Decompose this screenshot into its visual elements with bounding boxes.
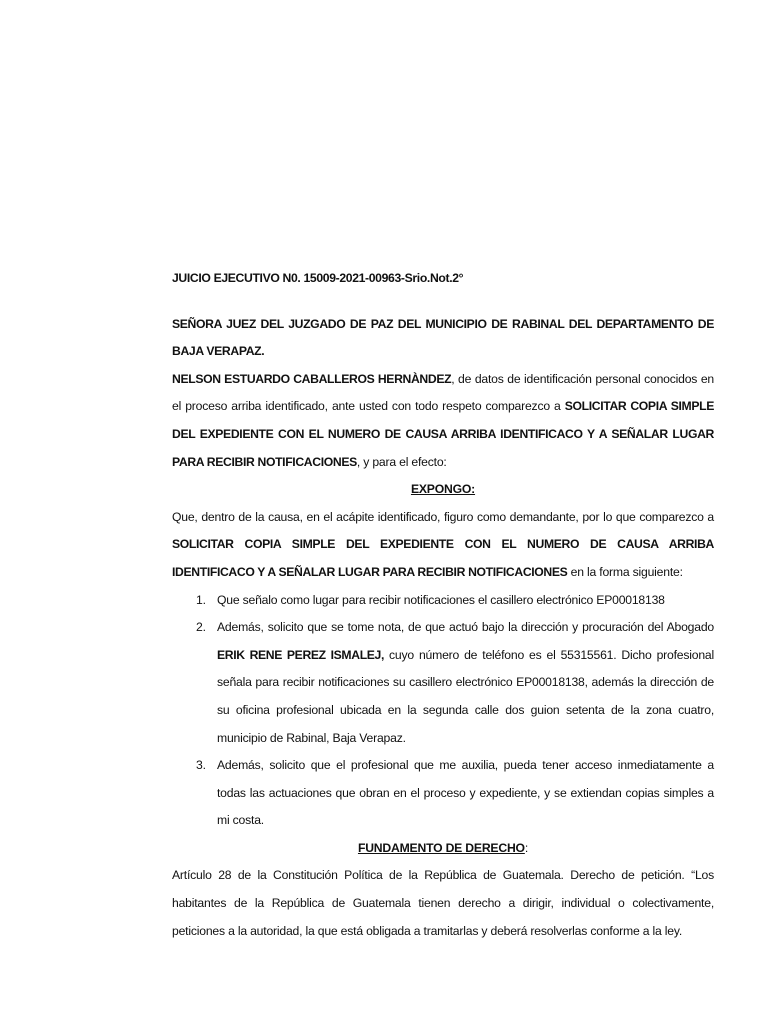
list-item-number: 3.: [196, 758, 206, 773]
lawyer-name: ERIK RENE PEREZ ISMALEJ,: [217, 647, 385, 662]
fundamento-heading: [172, 835, 714, 863]
expongo-heading-text: EXPONGO:: [410, 482, 476, 497]
list-item: [172, 587, 714, 615]
petition-list: [172, 587, 714, 835]
intro-request: SOLICITAR COPIA SIMPLE DEL EXPEDIENTE CON EL NUMERO DE CAUSA ARRIBA IDENTIFICACO Y A SEÑALAR LUGAR PARA RECIBIR NOTIFICACIONES: [172, 399, 714, 469]
list-item-text: Que señalo como lugar para recibir notificaciones el casillero electrónico EP00018138: [217, 592, 665, 607]
list-item-number: 1.: [196, 592, 206, 607]
fundamento-paragraph: Artículo 28 de la Constitución Política de la República de Guatemala. Derecho de petición. “Los habitantes de la República de Guatemala tienen derecho a dirigir, individual o colectivamente, peticiones a la autoridad, la que está obligada a tramitarlas y deberá resolverlas conforme a la ley.: [172, 868, 714, 938]
fundamento-heading-colon: :: [524, 840, 529, 855]
fundamento-heading-text: FUNDAMENTO DE DERECHO: [357, 840, 525, 855]
petitioner-name: NELSON ESTUARDO CABALLEROS HERNÀNDEZ: [172, 371, 452, 386]
expongo-heading: [172, 476, 714, 504]
list-item-text-a: Además, solicito que se tome nota, de que actuó bajo la dirección y procuración del Abogado: [217, 620, 714, 635]
expongo-text-2: en la forma siguiente:: [567, 564, 683, 579]
expongo-paragraph: [172, 504, 714, 587]
document-body: [172, 265, 714, 945]
list-item-text-b: cuyo número de teléfono es el 55315561. Dicho profesional señala para recibir notificaciones su casillero electrónico EP00018138, además la dirección de su oficina profesional ubicada en la segunda calle dos guion setenta de la zona cuatro, municipio de Rabinal, Baja Verapaz.: [217, 647, 714, 745]
list-item-number: 2.: [196, 620, 206, 635]
intro-text-1: , de datos de identificación personal conocidos en el proceso arriba identificado, ante usted con todo respeto comparezco a: [172, 371, 714, 414]
list-item: [172, 614, 714, 752]
expongo-text-1: Que, dentro de la causa, en el acápite identificado, figuro como demandante, por lo que comparezco a: [172, 509, 714, 524]
case-number-heading: JUICIO EJECUTIVO N0. 15009-2021-00963-Srio.Not.2°: [172, 271, 464, 285]
expongo-request: SOLICITAR COPIA SIMPLE DEL EXPEDIENTE CON EL NUMERO DE CAUSA ARRIBA IDENTIFICACO Y A SEÑALAR LUGAR PARA RECIBIR NOTIFICACIONES: [172, 537, 714, 579]
addressee-heading: SEÑORA JUEZ DEL JUZGADO DE PAZ DEL MUNICIPIO DE RABINAL DEL DEPARTAMENTO DE BAJA VERAPAZ.: [172, 316, 714, 359]
list-item: [172, 752, 714, 835]
intro-paragraph: [172, 366, 714, 476]
intro-text-2: , y para el efecto:: [356, 454, 447, 469]
list-item-text: Además, solicito que el profesional que me auxilia, pueda tener acceso inmediatamente a todas las actuaciones que obran en el proceso y expediente, y se extiendan copias simples a mi costa.: [217, 758, 714, 828]
